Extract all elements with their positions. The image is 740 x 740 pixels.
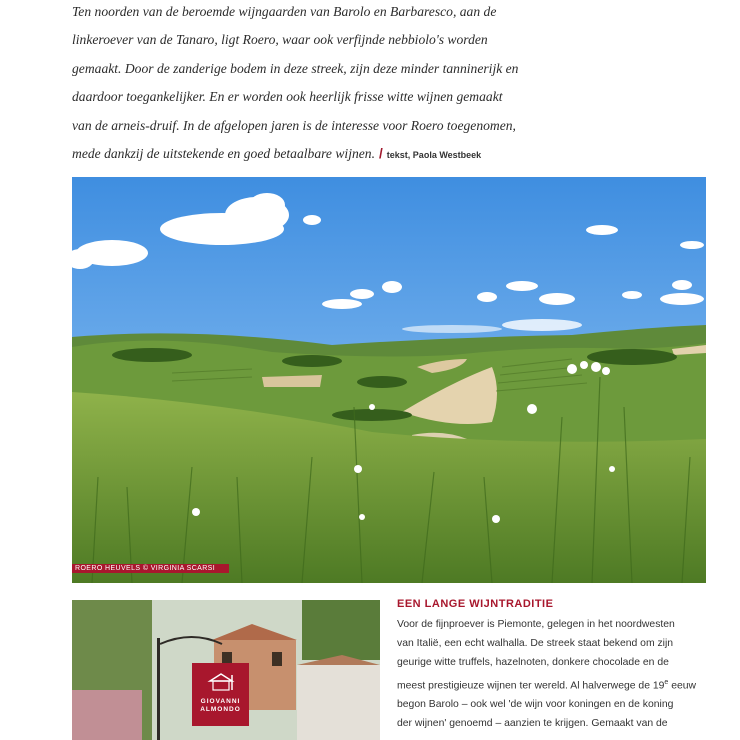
trees: [302, 600, 380, 660]
body-line: der wijnen' genoemd – aanzien te krijgen. Gemaakt van de: [397, 718, 668, 730]
sign-post: [157, 638, 160, 740]
body-line: geurige witte truffels, hazelnoten, donkere chocolade en de: [397, 657, 669, 669]
side-building: [297, 665, 380, 740]
intro-line: daardoor toegankelijker. En er worden ook heerlijk frisse witte wijnen gemaakt: [72, 89, 503, 105]
intro-line: Ten noorden van de beroemde wijngaarden van Barolo en Barbaresco, aan de: [72, 4, 497, 19]
intro-line: gemaakt. Door de zanderige bodem in deze streek, zijn deze minder tanninerijk en: [72, 60, 519, 76]
photo-caption: ROERO HEUVELS © VIRGINIA SCARSI: [72, 564, 229, 573]
logo-text: ALMONDO: [200, 706, 241, 713]
hero-photo: [72, 177, 706, 583]
superscript: e: [664, 678, 669, 686]
intro-line: mede dankzij de uitstekende en goed betaalbare wijnen.: [72, 146, 376, 162]
body-line: van Italië, een echt walhalla. De streek staat bekend om zijn: [397, 638, 674, 650]
article-section: [397, 598, 709, 734]
house-icon: [206, 671, 236, 693]
section-heading: EEN LANGE WIJNTRADITIE: [397, 598, 554, 610]
logo-text: GIOVANNI: [200, 698, 241, 705]
body-text: eeuw: [668, 680, 697, 692]
body-line: begon Barolo – ook wel 'de wijn voor koningen en de koning: [397, 699, 674, 711]
body-line: Voor de fijnproever is Piemonte, gelegen in het noordwesten: [397, 619, 675, 630]
intro-line-last: [72, 140, 592, 169]
sandy-patch: [262, 375, 322, 387]
body-line: [397, 673, 709, 696]
intro-paragraph: [72, 0, 592, 169]
flowers: [72, 690, 142, 740]
winery-photo: [72, 600, 380, 740]
author-credit: tekst, Paola Westbeek: [386, 150, 482, 161]
winery-logo: [192, 663, 249, 726]
body-text: meest prestigieuze wijnen ter wereld. Al halverwege de 19: [397, 680, 665, 692]
credit-separator: /: [379, 146, 383, 162]
intro-line: linkeroever van de Tanaro, ligt Roero, waar ook verfijnde nebbiolo's worden: [72, 32, 488, 48]
landscape-illustration: [72, 177, 706, 583]
intro-line: van de arneis-druif. In de afgelopen jaren is de interesse voor Roero toegenomen,: [72, 117, 516, 133]
